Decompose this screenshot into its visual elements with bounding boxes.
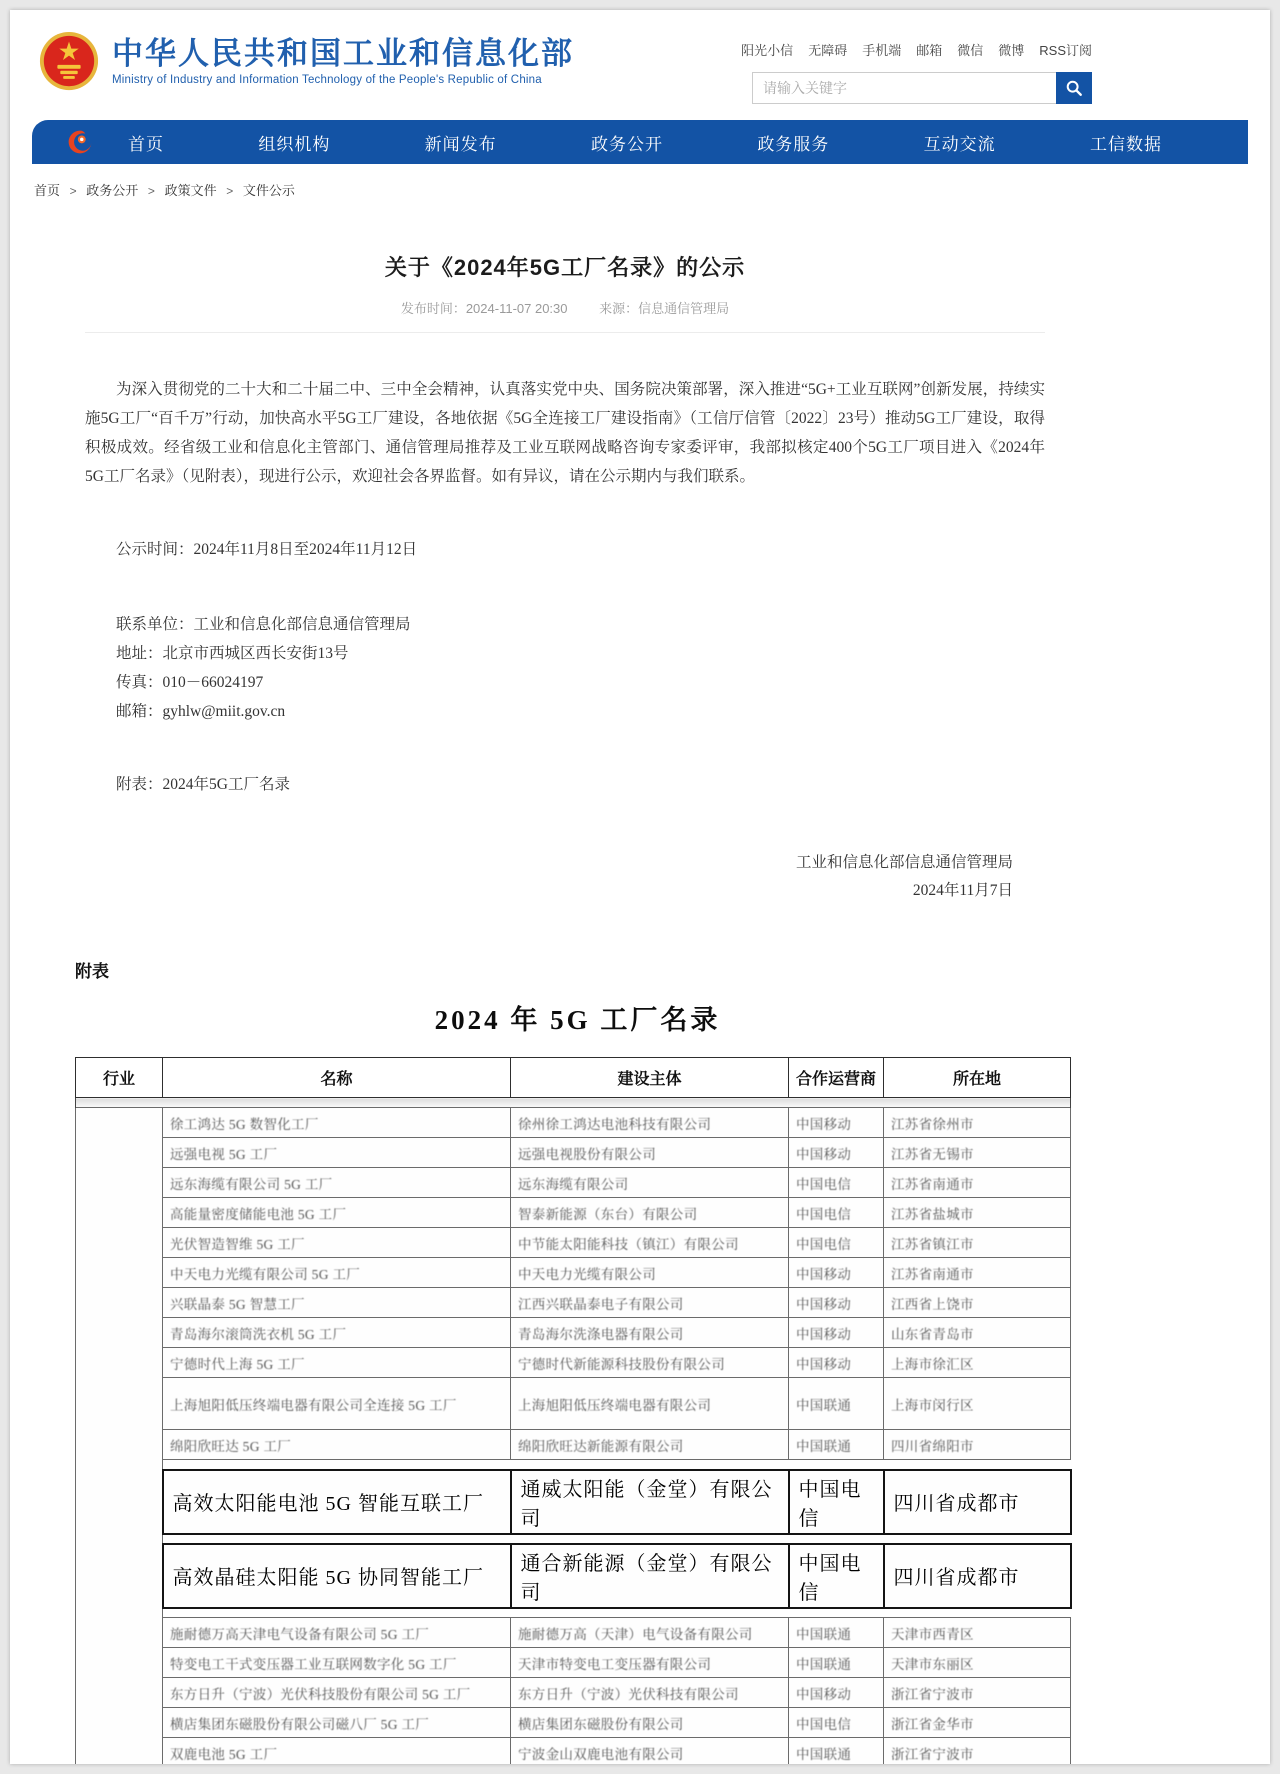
name-cell: 上海旭阳低压终端电器有限公司全连接 5G 工厂 — [163, 1378, 511, 1430]
factory-row — [76, 1648, 1071, 1678]
location-cell: 江苏省无锡市 — [884, 1138, 1071, 1168]
name-cell: 徐工鸿达 5G 数智化工厂 — [163, 1108, 511, 1138]
builder-cell: 施耐德万高（天津）电气设备有限公司 — [511, 1618, 789, 1648]
factory-row — [76, 1678, 1071, 1708]
name-cell: 施耐德万高天津电气设备有限公司 5G 工厂 — [163, 1618, 511, 1648]
name-cell: 东方日升（宁波）光伏科技股份有限公司 5G 工厂 — [163, 1678, 511, 1708]
signature-block — [85, 849, 1045, 905]
search-button[interactable] — [1056, 72, 1092, 104]
operator-cell: 中国联通 — [789, 1618, 884, 1648]
operator-cell: 中国移动 — [789, 1678, 884, 1708]
crumb-file-publicity[interactable]: 文件公示 — [242, 183, 295, 198]
signature-org: 工业和信息化部信息通信管理局 — [795, 854, 1013, 871]
builder-cell: 横店集团东磁股份有限公司 — [511, 1708, 789, 1738]
search-bar — [752, 72, 1092, 104]
name-cell: 远强电视 5G 工厂 — [163, 1138, 511, 1168]
nav-item-news[interactable]: 新闻发布 — [424, 134, 497, 154]
factory-table-title: 2024 年 5G 工厂名录 — [434, 1005, 721, 1035]
name-cell: 双鹿电池 5G 工厂 — [163, 1738, 511, 1765]
factory-row — [76, 1198, 1071, 1228]
col-industry: 行业 — [76, 1058, 163, 1098]
meta-divider — [85, 332, 1045, 333]
operator-cell: 中国移动 — [789, 1108, 884, 1138]
site-brand[interactable] — [38, 30, 574, 92]
location-cell: 天津市西青区 — [884, 1618, 1071, 1648]
factory-table — [75, 1057, 1072, 1764]
factory-row — [76, 1708, 1071, 1738]
document-body — [85, 375, 1045, 905]
nav-item-organization[interactable]: 组织机构 — [258, 134, 331, 154]
table-gap-row — [76, 1608, 1071, 1618]
factory-row — [76, 1168, 1071, 1198]
crumb-separator: > — [226, 184, 234, 198]
builder-cell: 青岛海尔洗涤电器有限公司 — [511, 1318, 789, 1348]
nav-item-interaction[interactable]: 互动交流 — [923, 134, 996, 154]
operator-cell: 中国电信 — [789, 1708, 884, 1738]
site-subtitle: Ministry of Industry and Information Technology of the People's Republic of China — [112, 73, 542, 86]
builder-cell: 中天电力光缆有限公司 — [511, 1258, 789, 1288]
location-cell: 上海市徐汇区 — [884, 1348, 1071, 1378]
builder-cell: 宁波金山双鹿电池有限公司 — [511, 1738, 789, 1765]
top-link-mobile[interactable]: 手机端 — [862, 43, 902, 58]
search-icon — [1065, 79, 1083, 97]
top-link-rss[interactable]: RSS订阅 — [1039, 43, 1092, 58]
location-cell: 江苏省南通市 — [884, 1168, 1071, 1198]
builder-cell: 上海旭阳低压终端电器有限公司 — [511, 1378, 789, 1430]
search-input[interactable] — [752, 72, 1056, 104]
article-title: 关于《2024年5G工厂名录》的公示 — [384, 255, 746, 280]
nav-items — [128, 130, 1222, 155]
notice-period-line: 公示时间：2024年11月8日至2024年11月12日 — [116, 541, 418, 558]
name-cell: 光伏智造智维 5G 工厂 — [163, 1228, 511, 1258]
operator-cell: 中国移动 — [789, 1318, 884, 1348]
factory-row — [76, 1318, 1071, 1348]
location-cell: 上海市闵行区 — [884, 1378, 1071, 1430]
location-cell: 山东省青岛市 — [884, 1318, 1071, 1348]
factory-row — [76, 1378, 1071, 1430]
miit-spiral-logo-icon — [66, 128, 94, 156]
col-operator: 合作运营商 — [789, 1058, 884, 1098]
location-cell: 四川省成都市 — [884, 1544, 1071, 1608]
location-cell: 江苏省徐州市 — [884, 1108, 1071, 1138]
location-cell: 浙江省金华市 — [884, 1708, 1071, 1738]
signature-date: 2024年11月7日 — [912, 882, 1013, 899]
name-cell: 绵阳欣旺达 5G 工厂 — [163, 1430, 511, 1460]
top-link-wechat[interactable]: 微信 — [957, 43, 984, 58]
location-cell: 四川省绵阳市 — [884, 1430, 1071, 1460]
name-cell: 特变电工干式变压器工业互联网数字化 5G 工厂 — [163, 1648, 511, 1678]
operator-cell: 中国电信 — [789, 1470, 884, 1534]
top-link-mail[interactable]: 邮箱 — [916, 43, 943, 58]
builder-cell: 天津市特变电工变压器有限公司 — [511, 1648, 789, 1678]
operator-cell: 中国电信 — [789, 1168, 884, 1198]
nav-item-gov-services[interactable]: 政务服务 — [757, 134, 830, 154]
builder-cell: 智泰新能源（东台）有限公司 — [511, 1198, 789, 1228]
factory-row — [76, 1138, 1071, 1168]
top-link-weibo[interactable]: 微博 — [998, 43, 1025, 58]
builder-cell: 通威太阳能（金堂）有限公司 — [511, 1470, 789, 1534]
name-cell: 青岛海尔滚筒洗衣机 5G 工厂 — [163, 1318, 511, 1348]
attachment-note-line: 附表：2024年5G工厂名录 — [116, 776, 290, 793]
address-line: 地址：北京市西城区西长安街13号 — [116, 645, 349, 662]
name-cell: 中天电力光缆有限公司 5G 工厂 — [163, 1258, 511, 1288]
nav-item-home[interactable]: 首页 — [128, 134, 164, 154]
main-nav — [32, 120, 1248, 164]
top-link-accessibility[interactable]: 无障碍 — [808, 43, 848, 58]
builder-cell: 东方日升（宁波）光伏科技有限公司 — [511, 1678, 789, 1708]
site-header — [10, 10, 1270, 120]
breadcrumb — [34, 180, 1270, 199]
factory-row-highlight — [76, 1544, 1071, 1608]
factory-row — [76, 1738, 1071, 1765]
builder-cell: 徐州徐工鸿达电池科技有限公司 — [511, 1108, 789, 1138]
operator-cell: 中国电信 — [789, 1544, 884, 1608]
attachment-section — [75, 957, 1080, 1764]
factory-row-highlight — [76, 1470, 1071, 1534]
builder-cell: 远东海缆有限公司 — [511, 1168, 789, 1198]
factory-row — [76, 1348, 1071, 1378]
col-location: 所在地 — [884, 1058, 1071, 1098]
header-right — [741, 40, 1092, 104]
crumb-separator: > — [147, 184, 155, 198]
table-gap-row — [76, 1534, 1071, 1544]
operator-cell: 中国联通 — [789, 1648, 884, 1678]
article-meta — [85, 298, 1045, 317]
page — [10, 10, 1270, 1764]
builder-cell: 宁德时代新能源科技股份有限公司 — [511, 1348, 789, 1378]
builder-cell: 远强电视股份有限公司 — [511, 1138, 789, 1168]
operator-cell: 中国电信 — [789, 1228, 884, 1258]
operator-cell: 中国移动 — [789, 1258, 884, 1288]
article — [85, 199, 1045, 905]
scan-seam — [76, 1098, 1071, 1108]
name-cell: 兴联晶泰 5G 智慧工厂 — [163, 1288, 511, 1318]
factory-row — [76, 1618, 1071, 1648]
table-header-row — [76, 1058, 1071, 1098]
location-cell: 江苏省南通市 — [884, 1258, 1071, 1288]
contact-unit-line: 联系单位：工业和信息化部信息通信管理局 — [116, 616, 411, 633]
location-cell: 四川省成都市 — [884, 1470, 1071, 1534]
crumb-policy-files[interactable]: 政策文件 — [164, 183, 217, 198]
article-source: 来源：信息通信管理局 — [599, 301, 730, 316]
location-cell: 浙江省宁波市 — [884, 1738, 1071, 1765]
builder-cell: 江西兴联晶泰电子有限公司 — [511, 1288, 789, 1318]
location-cell: 江西省上饶市 — [884, 1288, 1071, 1318]
builder-cell: 中节能太阳能科技（镇江）有限公司 — [511, 1228, 789, 1258]
factory-row — [76, 1228, 1071, 1258]
factory-row — [76, 1288, 1071, 1318]
crumb-gov-disclosure[interactable]: 政务公开 — [86, 183, 139, 198]
operator-cell: 中国联通 — [789, 1378, 884, 1430]
location-cell: 浙江省宁波市 — [884, 1678, 1071, 1708]
nav-item-miit-data[interactable]: 工信数据 — [1089, 134, 1162, 154]
table-gap-row — [76, 1460, 1071, 1470]
col-builder: 建设主体 — [511, 1058, 789, 1098]
name-cell: 宁德时代上海 5G 工厂 — [163, 1348, 511, 1378]
crumb-separator: > — [69, 184, 77, 198]
nav-item-gov-disclosure[interactable]: 政务公开 — [590, 134, 663, 154]
operator-cell: 中国电信 — [789, 1198, 884, 1228]
crumb-home[interactable]: 首页 — [34, 183, 61, 198]
operator-cell: 中国联通 — [789, 1738, 884, 1765]
name-cell: 高能量密度储能电池 5G 工厂 — [163, 1198, 511, 1228]
top-link-sunshine[interactable]: 阳光小信 — [741, 43, 794, 58]
factory-row — [76, 1430, 1071, 1460]
location-cell: 江苏省镇江市 — [884, 1228, 1071, 1258]
fax-line: 传真：010－66024197 — [116, 674, 264, 691]
operator-cell: 中国移动 — [789, 1288, 884, 1318]
publish-time: 发布时间：2024-11-07 20:30 — [400, 301, 568, 316]
email-line: 邮箱：gyhlw@miit.gov.cn — [116, 703, 286, 720]
operator-cell: 中国移动 — [789, 1138, 884, 1168]
factory-table-body — [76, 1108, 1071, 1765]
name-cell: 远东海缆有限公司 5G 工厂 — [163, 1168, 511, 1198]
name-cell: 横店集团东磁股份有限公司磁八厂 5G 工厂 — [163, 1708, 511, 1738]
operator-cell: 中国联通 — [789, 1430, 884, 1460]
site-title: 中华人民共和国工业和信息化部 — [112, 35, 574, 71]
attachment-heading: 附表 — [75, 962, 109, 981]
operator-cell: 中国移动 — [789, 1348, 884, 1378]
builder-cell: 绵阳欣旺达新能源有限公司 — [511, 1430, 789, 1460]
main-paragraph: 为深入贯彻党的二十大和二十届二中、三中全会精神，认真落实党中央、国务院决策部署，深入推进“5G+工业互联网”创新发展，持续实施5G工厂“百千万”行动，加快高水平5G工厂建设，各地依据《5G全连接工厂建设指南》（工信厅信管〔2022〕23号）推动5G工厂建设，取得积极成效。经省级工业和信息化主管部门、通信管理局推荐及工业互联网战略咨询专家委评审，我部拟核定400个5G工厂项目进入《2024年5G工厂名录》（见附表），现进行公示，欢迎社会各界监督。如有异议，请在公示期内与我们联系。 — [85, 381, 1045, 485]
top-links — [741, 40, 1092, 59]
factory-row — [76, 1108, 1071, 1138]
industry-merged-cell — [76, 1108, 163, 1765]
name-cell: 高效晶硅太阳能 5G 协同智能工厂 — [163, 1544, 511, 1608]
name-cell: 高效太阳能电池 5G 智能互联工厂 — [163, 1470, 511, 1534]
builder-cell: 通合新能源（金堂）有限公司 — [511, 1544, 789, 1608]
location-cell: 江苏省盐城市 — [884, 1198, 1071, 1228]
national-emblem-icon — [38, 30, 100, 92]
location-cell: 天津市东丽区 — [884, 1648, 1071, 1678]
col-name: 名称 — [163, 1058, 511, 1098]
factory-row — [76, 1258, 1071, 1288]
